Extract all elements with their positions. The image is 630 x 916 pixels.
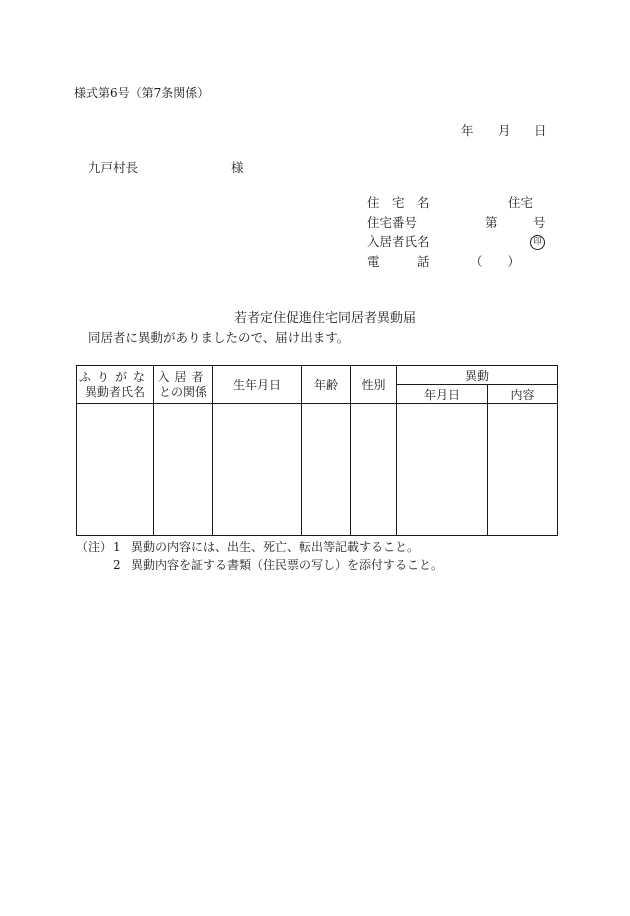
housing-name-row: [367, 197, 547, 213]
cell-age[interactable]: [302, 404, 351, 536]
note-2-number: 2: [113, 558, 121, 572]
housing-number-suffix: 号: [533, 215, 546, 230]
header-change-content: 内容: [488, 385, 558, 404]
header-furigana-line2: 異動者氏名: [84, 384, 145, 399]
phone-parens: （ ）: [470, 254, 521, 269]
header-birthdate: 生年月日: [213, 366, 302, 404]
note-1-text: 異動の内容には、出生、死亡、転出等記載すること。: [131, 540, 420, 554]
seal-mark-icon: 印: [530, 235, 545, 250]
phone-label: 電 話: [367, 254, 430, 269]
header-relation-line1: 入居者: [157, 369, 209, 384]
table-row: [77, 404, 558, 536]
addressee-honorific: 様: [231, 160, 244, 175]
header-relation-line2: との関係: [158, 384, 207, 399]
document-title: 若者定住促進住宅同居者異動届: [234, 311, 417, 326]
cell-birthdate[interactable]: [213, 404, 302, 536]
note-prefix: （注）: [76, 540, 113, 554]
phone-row: [367, 256, 547, 272]
header-change-date: 年月日: [397, 385, 488, 404]
intro-text: 同居者に異動がありましたので、届け出ます。: [88, 330, 350, 345]
cell-sex[interactable]: [351, 404, 397, 536]
cell-change-date[interactable]: [397, 404, 488, 536]
housing-name-label: 住 宅 名: [367, 195, 430, 210]
housing-number-label: 住宅番号: [367, 215, 418, 230]
date-year: 年: [461, 123, 474, 138]
note-line-1: [76, 540, 420, 554]
header-change: 異動: [397, 366, 558, 385]
cell-name[interactable]: [77, 404, 154, 536]
table-header-row: [77, 366, 558, 385]
header-furigana-line1: ふりがな: [78, 369, 151, 384]
header-sex: 性別: [351, 366, 397, 404]
date-day: 日: [534, 123, 547, 138]
housing-name-suffix: 住宅: [508, 195, 534, 210]
resident-name-row: [367, 236, 547, 252]
header-furigana: [77, 366, 154, 404]
header-relation: [154, 366, 213, 404]
cell-relation[interactable]: [154, 404, 213, 536]
resident-name-label: 入居者氏名: [367, 234, 430, 249]
form-number: 様式第6号（第7条関係）: [74, 86, 210, 100]
change-table: [76, 365, 558, 536]
header-age: 年齢: [302, 366, 351, 404]
housing-number-prefix: 第: [485, 215, 498, 230]
date-month: 月: [498, 123, 511, 138]
addressee-name: 九戸村長: [88, 160, 139, 175]
cell-change-content[interactable]: [488, 404, 558, 536]
note-2-text: 異動内容を証する書類（住民票の写し）を添付すること。: [131, 558, 444, 572]
note-1-number: 1: [113, 540, 121, 554]
housing-number-row: [367, 217, 547, 233]
